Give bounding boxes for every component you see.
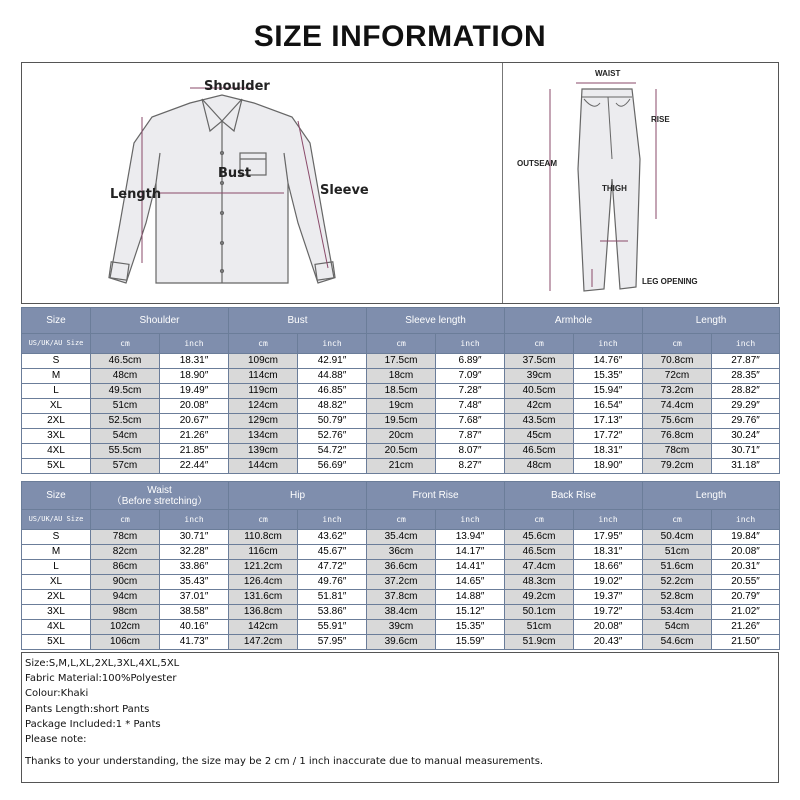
inch-cell: 45.67″ <box>298 545 367 560</box>
cm-cell: 43.5cm <box>505 414 574 429</box>
size-cell: XL <box>22 575 91 590</box>
cm-cell: 126.4cm <box>229 575 298 590</box>
inch-cell: 41.73″ <box>160 635 229 650</box>
cm-cell: 51cm <box>505 620 574 635</box>
inch-cell: 20.43″ <box>574 635 643 650</box>
note-line: Pants Length:short Pants <box>25 703 150 715</box>
table-row <box>22 545 780 560</box>
inch-cell: 49.76″ <box>298 575 367 590</box>
cm-cell: 139cm <box>229 444 298 459</box>
inch-cell: 17.72″ <box>574 429 643 444</box>
table-row <box>22 414 780 429</box>
cm-cell: 21cm <box>367 459 436 474</box>
inch-cell: 44.88″ <box>298 369 367 384</box>
bust-label: Bust <box>218 166 252 181</box>
table-row <box>22 620 780 635</box>
shirt-illustration <box>102 73 342 298</box>
cm-cell: 147.2cm <box>229 635 298 650</box>
inch-cell: 19.72″ <box>574 605 643 620</box>
inch-cell: 15.59″ <box>436 635 505 650</box>
hip-header: Hip <box>229 482 367 510</box>
inch-cell: 30.71″ <box>160 530 229 545</box>
inch-cell: 29.29″ <box>712 399 780 414</box>
inch-cell: 13.94″ <box>436 530 505 545</box>
size-cell: S <box>22 354 91 369</box>
cm-cell: 42cm <box>505 399 574 414</box>
table-row <box>22 369 780 384</box>
size-cell: S <box>22 530 91 545</box>
cm-cell: 18.5cm <box>367 384 436 399</box>
size-cell: L <box>22 560 91 575</box>
inch-cell: 14.65″ <box>436 575 505 590</box>
unit-inch: inch <box>298 510 367 530</box>
inch-cell: 27.87″ <box>712 354 780 369</box>
cm-cell: 20.5cm <box>367 444 436 459</box>
inch-cell: 30.24″ <box>712 429 780 444</box>
cm-cell: 52.8cm <box>643 590 712 605</box>
cm-cell: 136.8cm <box>229 605 298 620</box>
cm-cell: 36.6cm <box>367 560 436 575</box>
size-unit-header: US/UK/AU Size <box>22 510 91 530</box>
unit-inch: inch <box>436 334 505 354</box>
cm-cell: 48cm <box>505 459 574 474</box>
inch-cell: 7.48″ <box>436 399 505 414</box>
inch-cell: 40.16″ <box>160 620 229 635</box>
size-diagram-panel <box>21 62 779 304</box>
cm-cell: 39cm <box>367 620 436 635</box>
inch-cell: 55.91″ <box>298 620 367 635</box>
cm-cell: 52.2cm <box>643 575 712 590</box>
waist-header-note: （Before stretching） <box>111 495 208 507</box>
inch-cell: 15.94″ <box>574 384 643 399</box>
inch-cell: 38.58″ <box>160 605 229 620</box>
cm-cell: 48.3cm <box>505 575 574 590</box>
inch-cell: 18.90″ <box>574 459 643 474</box>
cm-cell: 55.5cm <box>91 444 160 459</box>
inch-cell: 16.54″ <box>574 399 643 414</box>
cm-cell: 102cm <box>91 620 160 635</box>
page-title: SIZE INFORMATION <box>253 20 547 53</box>
table-row <box>22 399 780 414</box>
inch-cell: 42.91″ <box>298 354 367 369</box>
bottom-size-table <box>21 481 780 650</box>
inch-cell: 57.95″ <box>298 635 367 650</box>
inch-cell: 18.31″ <box>574 444 643 459</box>
cm-cell: 134cm <box>229 429 298 444</box>
cm-cell: 86cm <box>91 560 160 575</box>
unit-cm: cm <box>643 510 712 530</box>
inch-cell: 35.43″ <box>160 575 229 590</box>
cm-cell: 51.6cm <box>643 560 712 575</box>
inch-cell: 52.76″ <box>298 429 367 444</box>
cm-cell: 18cm <box>367 369 436 384</box>
inch-cell: 28.35″ <box>712 369 780 384</box>
size-cell: 4XL <box>22 444 91 459</box>
inch-cell: 14.88″ <box>436 590 505 605</box>
unit-cm: cm <box>643 334 712 354</box>
cm-cell: 98cm <box>91 605 160 620</box>
cm-cell: 142cm <box>229 620 298 635</box>
inch-cell: 17.13″ <box>574 414 643 429</box>
inch-cell: 50.79″ <box>298 414 367 429</box>
unit-inch: inch <box>436 510 505 530</box>
cm-cell: 79.2cm <box>643 459 712 474</box>
inch-cell: 48.82″ <box>298 399 367 414</box>
cm-cell: 74.4cm <box>643 399 712 414</box>
size-cell: M <box>22 369 91 384</box>
cm-cell: 73.2cm <box>643 384 712 399</box>
inch-cell: 18.66″ <box>574 560 643 575</box>
inch-cell: 7.09″ <box>436 369 505 384</box>
inch-cell: 28.82″ <box>712 384 780 399</box>
cm-cell: 54.6cm <box>643 635 712 650</box>
cm-cell: 144cm <box>229 459 298 474</box>
cm-cell: 35.4cm <box>367 530 436 545</box>
inch-cell: 21.02″ <box>712 605 780 620</box>
size-cell: 2XL <box>22 414 91 429</box>
inch-cell: 22.44″ <box>160 459 229 474</box>
inch-cell: 37.01″ <box>160 590 229 605</box>
inch-cell: 33.86″ <box>160 560 229 575</box>
unit-inch: inch <box>298 334 367 354</box>
waist-header <box>91 482 229 510</box>
length-header: Length <box>643 308 780 334</box>
inch-cell: 7.87″ <box>436 429 505 444</box>
inch-cell: 47.72″ <box>298 560 367 575</box>
unit-cm: cm <box>367 334 436 354</box>
inch-cell: 18.31″ <box>160 354 229 369</box>
table-row <box>22 605 780 620</box>
table-row <box>22 560 780 575</box>
inch-cell: 51.81″ <box>298 590 367 605</box>
unit-cm: cm <box>367 510 436 530</box>
cm-cell: 45.6cm <box>505 530 574 545</box>
outseam-label: OUTSEAM <box>517 159 557 168</box>
unit-inch: inch <box>160 334 229 354</box>
cm-cell: 70.8cm <box>643 354 712 369</box>
cm-cell: 54cm <box>643 620 712 635</box>
cm-cell: 116cm <box>229 545 298 560</box>
inch-cell: 8.27″ <box>436 459 505 474</box>
cm-cell: 37.5cm <box>505 354 574 369</box>
inch-cell: 32.28″ <box>160 545 229 560</box>
cm-cell: 46.5cm <box>505 444 574 459</box>
cm-cell: 75.6cm <box>643 414 712 429</box>
size-cell: 5XL <box>22 459 91 474</box>
inch-cell: 20.08″ <box>574 620 643 635</box>
size-cell: 4XL <box>22 620 91 635</box>
inch-cell: 7.28″ <box>436 384 505 399</box>
sleeve-length-header: Sleeve length <box>367 308 505 334</box>
sleeve-label: Sleeve <box>320 183 369 198</box>
cm-cell: 40.5cm <box>505 384 574 399</box>
cm-cell: 121.2cm <box>229 560 298 575</box>
cm-cell: 53.4cm <box>643 605 712 620</box>
inch-cell: 54.72″ <box>298 444 367 459</box>
cm-cell: 72cm <box>643 369 712 384</box>
cm-cell: 124cm <box>229 399 298 414</box>
table-row <box>22 635 780 650</box>
size-cell: 5XL <box>22 635 91 650</box>
size-header: Size <box>22 482 91 510</box>
cm-cell: 20cm <box>367 429 436 444</box>
table-row <box>22 384 780 399</box>
bust-header: Bust <box>229 308 367 334</box>
note-line: Size:S,M,L,XL,2XL,3XL,4XL,5XL <box>25 658 180 669</box>
cm-cell: 50.1cm <box>505 605 574 620</box>
shoulder-label: Shoulder <box>204 79 270 94</box>
unit-cm: cm <box>229 334 298 354</box>
cm-cell: 36cm <box>367 545 436 560</box>
unit-cm: cm <box>91 334 160 354</box>
inch-cell: 18.90″ <box>160 369 229 384</box>
inch-cell: 18.31″ <box>574 545 643 560</box>
panel-divider <box>502 63 503 303</box>
top-unit-row <box>22 334 780 354</box>
cm-cell: 131.6cm <box>229 590 298 605</box>
cm-cell: 17.5cm <box>367 354 436 369</box>
inch-cell: 21.85″ <box>160 444 229 459</box>
size-cell: M <box>22 545 91 560</box>
unit-cm: cm <box>505 510 574 530</box>
inch-cell: 20.31″ <box>712 560 780 575</box>
note-line: Package Included:1 * Pants <box>25 718 161 730</box>
unit-inch: inch <box>712 334 780 354</box>
cm-cell: 46.5cm <box>505 545 574 560</box>
cm-cell: 39.6cm <box>367 635 436 650</box>
unit-inch: inch <box>712 510 780 530</box>
cm-cell: 37.8cm <box>367 590 436 605</box>
cm-cell: 57cm <box>91 459 160 474</box>
inch-cell: 20.79″ <box>712 590 780 605</box>
inch-cell: 56.69″ <box>298 459 367 474</box>
bottom-unit-row <box>22 510 780 530</box>
inch-cell: 14.76″ <box>574 354 643 369</box>
top-size-table <box>21 307 780 474</box>
cm-cell: 129cm <box>229 414 298 429</box>
rise-label: RISE <box>651 115 670 124</box>
cm-cell: 45cm <box>505 429 574 444</box>
table-row <box>22 590 780 605</box>
cm-cell: 52.5cm <box>91 414 160 429</box>
unit-inch: inch <box>574 334 643 354</box>
table-row <box>22 444 780 459</box>
inch-cell: 20.08″ <box>712 545 780 560</box>
cm-cell: 37.2cm <box>367 575 436 590</box>
cm-cell: 46.5cm <box>91 354 160 369</box>
cm-cell: 90cm <box>91 575 160 590</box>
table-row <box>22 530 780 545</box>
inch-cell: 29.76″ <box>712 414 780 429</box>
inch-cell: 14.41″ <box>436 560 505 575</box>
size-unit-header: US/UK/AU Size <box>22 334 91 354</box>
cm-cell: 47.4cm <box>505 560 574 575</box>
inch-cell: 17.95″ <box>574 530 643 545</box>
shoulder-header: Shoulder <box>91 308 229 334</box>
inch-cell: 21.26″ <box>160 429 229 444</box>
table-row <box>22 575 780 590</box>
cm-cell: 114cm <box>229 369 298 384</box>
note-line: Colour:Khaki <box>25 688 89 700</box>
inch-cell: 43.62″ <box>298 530 367 545</box>
cm-cell: 76.8cm <box>643 429 712 444</box>
armhole-header: Armhole <box>505 308 643 334</box>
inch-cell: 7.68″ <box>436 414 505 429</box>
unit-inch: inch <box>574 510 643 530</box>
unit-cm: cm <box>229 510 298 530</box>
inch-cell: 20.67″ <box>160 414 229 429</box>
size-cell: 3XL <box>22 429 91 444</box>
cm-cell: 19.5cm <box>367 414 436 429</box>
length-header: Length <box>643 482 780 510</box>
size-cell: L <box>22 384 91 399</box>
cm-cell: 38.4cm <box>367 605 436 620</box>
cm-cell: 82cm <box>91 545 160 560</box>
cm-cell: 19cm <box>367 399 436 414</box>
cm-cell: 78cm <box>643 444 712 459</box>
cm-cell: 51.9cm <box>505 635 574 650</box>
inch-cell: 19.02″ <box>574 575 643 590</box>
inch-cell: 20.08″ <box>160 399 229 414</box>
cm-cell: 78cm <box>91 530 160 545</box>
cm-cell: 39cm <box>505 369 574 384</box>
cm-cell: 110.8cm <box>229 530 298 545</box>
cm-cell: 119cm <box>229 384 298 399</box>
note-line: Thanks to your understanding, the size may be 2 cm / 1 inch inaccurate due to manual measurements. <box>25 756 544 768</box>
size-header: Size <box>22 308 91 334</box>
cm-cell: 49.2cm <box>505 590 574 605</box>
cm-cell: 48cm <box>91 369 160 384</box>
inch-cell: 15.12″ <box>436 605 505 620</box>
size-cell: 2XL <box>22 590 91 605</box>
cm-cell: 109cm <box>229 354 298 369</box>
cm-cell: 54cm <box>91 429 160 444</box>
inch-cell: 46.85″ <box>298 384 367 399</box>
cm-cell: 49.5cm <box>91 384 160 399</box>
waist-label: WAIST <box>595 69 621 78</box>
cm-cell: 50.4cm <box>643 530 712 545</box>
note-line: Please note: <box>25 734 87 746</box>
front-rise-header: Front Rise <box>367 482 505 510</box>
inch-cell: 14.17″ <box>436 545 505 560</box>
inch-cell: 15.35″ <box>436 620 505 635</box>
back-rise-header: Back Rise <box>505 482 643 510</box>
unit-cm: cm <box>505 334 574 354</box>
cm-cell: 106cm <box>91 635 160 650</box>
cm-cell: 51cm <box>643 545 712 560</box>
inch-cell: 19.37″ <box>574 590 643 605</box>
unit-cm: cm <box>91 510 160 530</box>
table-row <box>22 429 780 444</box>
thigh-label: THIGH <box>602 184 627 193</box>
inch-cell: 15.35″ <box>574 369 643 384</box>
inch-cell: 19.84″ <box>712 530 780 545</box>
inch-cell: 31.18″ <box>712 459 780 474</box>
note-line: Fabric Material:100%Polyester <box>25 673 177 685</box>
inch-cell: 21.26″ <box>712 620 780 635</box>
size-cell: 3XL <box>22 605 91 620</box>
note-line <box>25 747 775 754</box>
inch-cell: 21.50″ <box>712 635 780 650</box>
inch-cell: 6.89″ <box>436 354 505 369</box>
inch-cell: 20.55″ <box>712 575 780 590</box>
table-row <box>22 354 780 369</box>
cm-cell: 94cm <box>91 590 160 605</box>
cm-cell: 51cm <box>91 399 160 414</box>
unit-inch: inch <box>160 510 229 530</box>
inch-cell: 30.71″ <box>712 444 780 459</box>
inch-cell: 53.86″ <box>298 605 367 620</box>
length-label: Length <box>110 187 162 202</box>
product-notes <box>21 652 779 783</box>
table-row <box>22 459 780 474</box>
waist-header-label: Waist <box>147 484 172 496</box>
size-cell: XL <box>22 399 91 414</box>
inch-cell: 19.49″ <box>160 384 229 399</box>
leg-opening-label: LEG OPENING <box>642 277 698 286</box>
inch-cell: 8.07″ <box>436 444 505 459</box>
